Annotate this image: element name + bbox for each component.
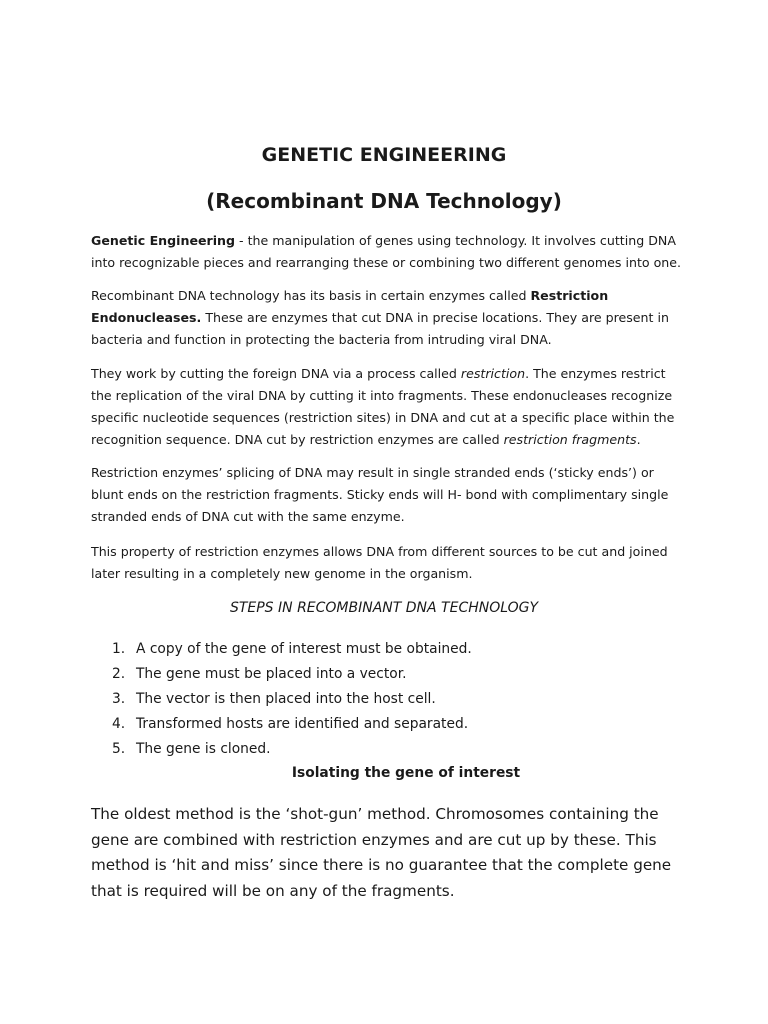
list-item-text: A copy of the gene of interest must be obtained.	[136, 641, 472, 657]
page-title: GENETIC ENGINEERING	[261, 144, 507, 166]
steps-heading: STEPS IN RECOMBINANT DNA TECHNOLOGY	[229, 600, 539, 616]
mechanism-italic-1: restriction	[460, 366, 526, 381]
list-item-text: The vector is then placed into the host cell.	[136, 691, 436, 707]
property-paragraph: This property of restriction enzymes allows DNA from different sources to be cut and joined later resulting in a completely new genome in the organism.	[91, 544, 668, 581]
list-item	[112, 737, 472, 762]
mechanism-italic-2: restriction fragments	[503, 432, 637, 447]
list-item-text: The gene is cloned.	[136, 741, 271, 757]
definition-paragraph	[91, 230, 686, 274]
restriction-bold: Restriction Endonucleases.	[91, 288, 609, 325]
list-item	[112, 637, 472, 662]
steps-list	[112, 637, 472, 762]
list-item	[112, 662, 472, 687]
list-item-number: 5.	[112, 741, 126, 757]
sticky-ends-paragraph: Restriction enzymes’ splicing of DNA may result in single stranded ends (‘sticky ends’) or blunt ends on the restriction fragments. Sticky ends will H- bond with complimentary single stranded ends of DNA cut with the same enzyme.	[91, 465, 669, 524]
mechanism-text-b: . The enzymes restrict the replication of the viral DNA by cutting it into fragments. These endonucleases recognize specific nucleotide sequences (restriction sites) in DNA and cut at a specific place within the recognition sequence. DNA cut by restriction enzymes are called	[91, 366, 675, 447]
list-item-text: The gene must be placed into a vector.	[136, 666, 407, 682]
restriction-text-b: These are enzymes that cut DNA in precise locations. They are present in bacteria and function in protecting the bacteria from intruding viral DNA.	[91, 310, 669, 347]
definition-text: - the manipulation of genes using technology. It involves cutting DNA into recognizable pieces and rearranging these or combining two different genomes into one.	[91, 233, 682, 270]
mechanism-text-a: They work by cutting the foreign DNA via a process called	[91, 366, 461, 381]
term-bold: Genetic Engineering	[91, 233, 236, 248]
list-item	[112, 712, 472, 737]
page-subtitle: (Recombinant DNA Technology)	[206, 189, 562, 213]
mechanism-paragraph	[91, 363, 686, 451]
restriction-text-a: Recombinant DNA technology has its basis in certain enzymes called	[91, 288, 531, 303]
list-item-number: 3.	[112, 691, 126, 707]
list-item	[112, 687, 472, 712]
list-item-text: Transformed hosts are identified and separated.	[136, 716, 469, 732]
list-item-number: 1.	[112, 641, 126, 657]
section-subheading: Isolating the gene of interest	[291, 765, 521, 781]
mechanism-text-c: .	[636, 432, 641, 447]
list-item-number: 2.	[112, 666, 126, 682]
restriction-paragraph	[91, 285, 686, 351]
list-item-number: 4.	[112, 716, 126, 732]
shotgun-paragraph: The oldest method is the ‘shot-gun’ method. Chromosomes containing the gene are combined with restriction enzymes and are cut up by these. This method is ‘hit and miss’ since there is no guarantee that the complete gene that is required will be on any of the fragments.	[91, 805, 672, 900]
